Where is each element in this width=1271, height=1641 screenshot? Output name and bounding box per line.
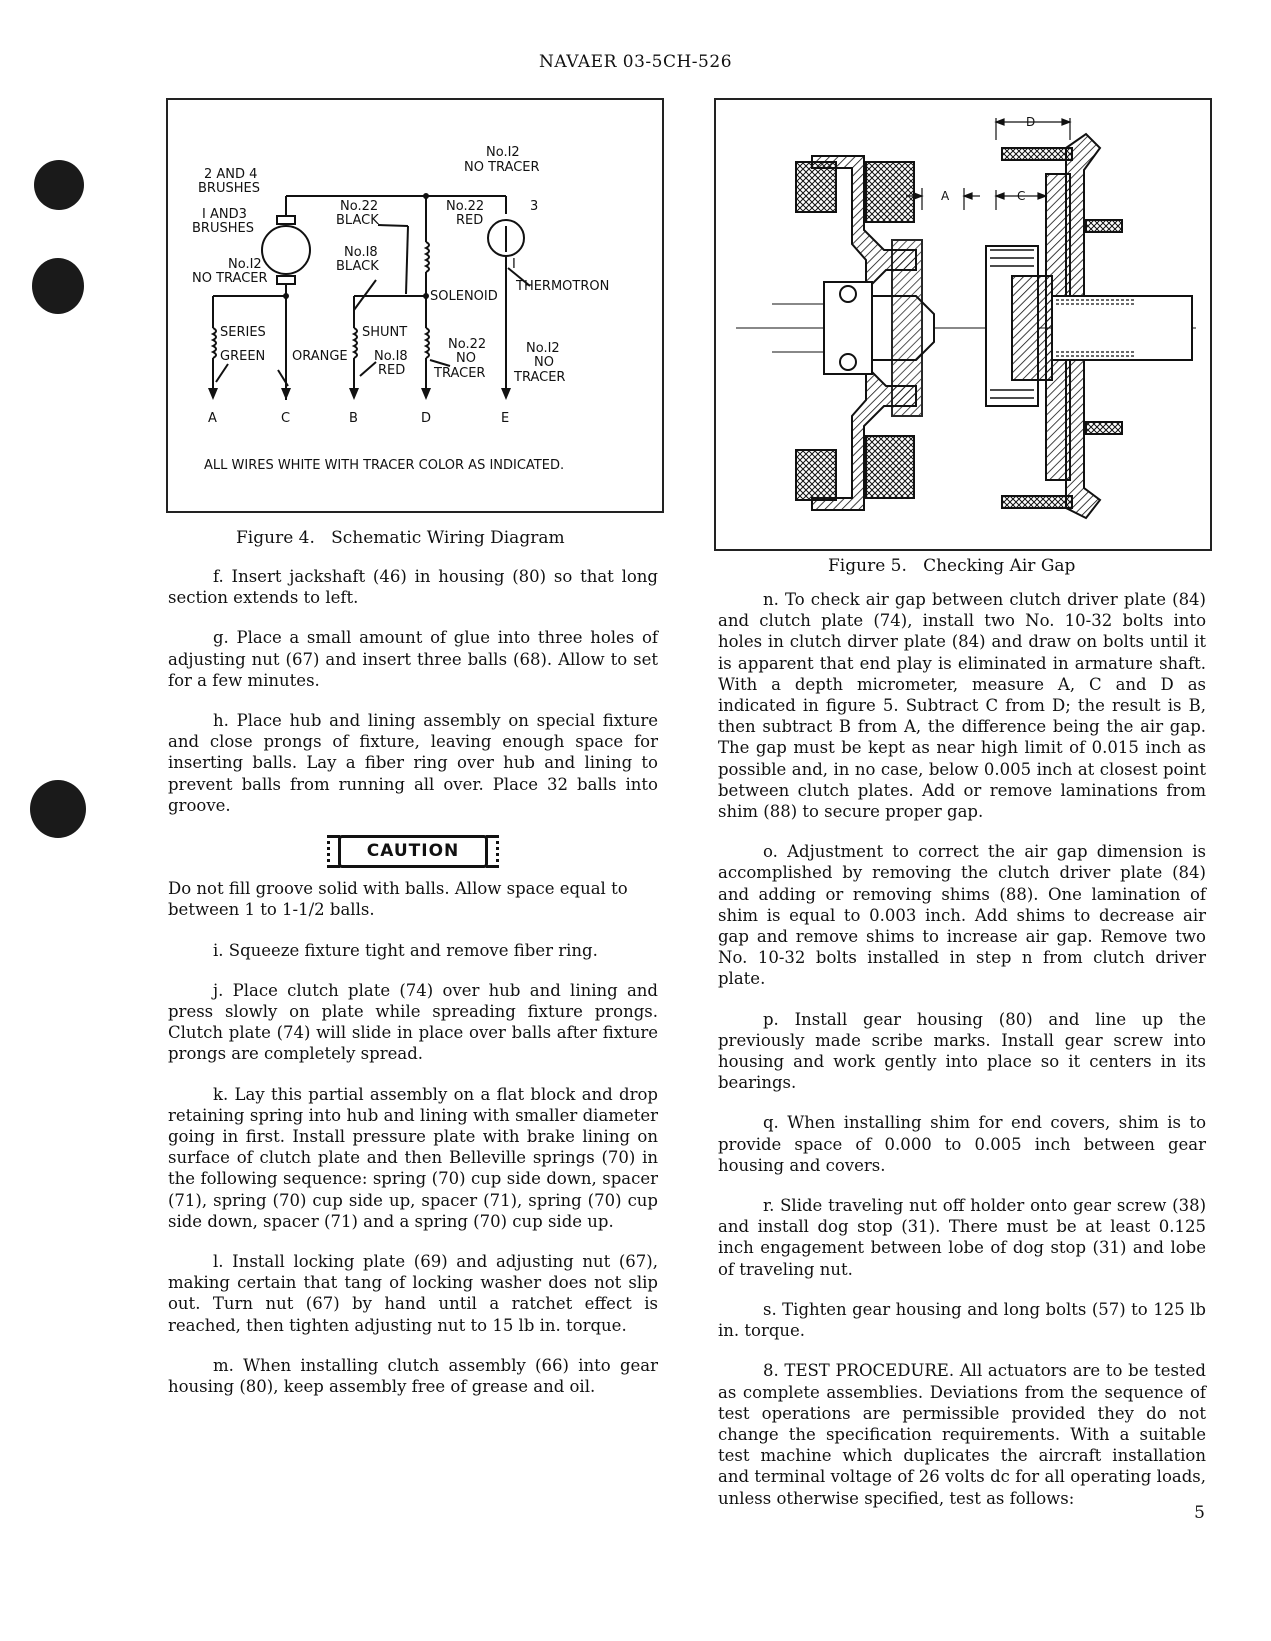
document-header: NAVAER 03-5CH-526	[538, 52, 733, 72]
label-no18-red-l2: RED	[378, 363, 406, 378]
terminal-a: A	[208, 411, 217, 426]
label-no12-motor-l2: NO TRACER	[192, 271, 268, 286]
step-k: k. Lay this partial assembly on a flat block and drop retaining spring into hub and lining with smaller diameter going in first. Install pressure plate with brake lining on surface of clutch plate and then Belleville springs (70) in the following sequence: spring (70) cup side down, spacer (71), spring (70) cup side up, spacer (71), spring (70) cup side down, spacer (71) and a spring (70) cup side up.	[168, 1084, 658, 1231]
figure-4-caption: Figure 4. Schematic Wiring Diagram	[236, 528, 565, 548]
label-no22-nt-l3: TRACER	[434, 366, 486, 381]
test-procedure: 8. TEST PROCEDURE. All actuators are to be tested as complete assemblies. Deviations from the sequence of test operations are permissible provided they do not change the specification requirements. With a suitable test machine which duplicates the aircraft installation and terminal voltage of 26 volts dc for all operating loads, unless otherwise specified, test as follows:	[718, 1361, 1206, 1508]
label-brushes-13-l2: BRUSHES	[192, 221, 254, 236]
caution-label: CAUTION	[338, 835, 489, 868]
step-p: p. Install gear housing (80) and line up the previously made scribe marks. Install gear screw into housing and work gently into place so it centers in its bearings.	[718, 1009, 1206, 1093]
label-no22-nt-l2: NO	[456, 351, 476, 366]
step-j: j. Place clutch plate (74) over hub and lining and press slowly on plate while spreading fixture prongs. Clutch plate (74) will slide in place over balls after fixture prongs are completely spread.	[168, 980, 658, 1064]
label-brushes-24-l2: BRUSHES	[198, 181, 260, 196]
left-column	[168, 566, 658, 1416]
label-thermotron: THERMOTRON	[516, 279, 610, 294]
step-h: h. Place hub and lining assembly on special fixture and close prongs of fixture, leaving enough space for inserting balls. Lay a fiber ring over hub and lining to prevent balls from running all over. Place 32 balls into groove.	[168, 711, 658, 815]
step-m: m. When installing clutch assembly (66) into gear housing (80), keep assembly free of grease and oil.	[168, 1355, 658, 1397]
terminal-e: E	[501, 411, 510, 426]
label-thermo-3: 3	[530, 199, 539, 214]
air-gap-svg	[716, 100, 1210, 549]
label-no22-black-l2: BLACK	[336, 213, 379, 228]
label-no18-red-l1: No.I8	[374, 349, 408, 364]
dim-label-c: C	[1017, 189, 1026, 203]
caution-text: Do not fill groove solid with balls. Allow space equal to between 1 to 1-1/2 balls.	[168, 879, 628, 920]
label-brushes-24-l1: 2 AND 4	[204, 167, 258, 182]
label-shunt: SHUNT	[362, 325, 408, 340]
label-no22-black-l1: No.22	[340, 199, 379, 214]
label-no22-red-l2: RED	[456, 213, 484, 228]
figure-5-caption: Figure 5. Checking Air Gap	[828, 556, 1076, 576]
wiring-note: ALL WIRES WHITE WITH TRACER COLOR AS INDICATED.	[204, 458, 565, 473]
step-f: f. Insert jackshaft (46) in housing (80) so that long section extends to left.	[168, 567, 658, 608]
label-brushes-13-l1: I AND3	[202, 207, 247, 222]
wiring-diagram-svg	[168, 100, 662, 511]
label-no12-motor-l1: No.I2	[228, 257, 262, 272]
label-no12-right-l2: NO	[534, 355, 554, 370]
label-no18-black-l2: BLACK	[336, 259, 379, 274]
label-no22-red-l1: No.22	[446, 199, 485, 214]
label-solenoid: SOLENOID	[430, 289, 498, 304]
step-l: l. Install locking plate (69) and adjusting nut (67), making certain that tang of locking washer does not slip out. Turn nut (67) by hand until a ratchet effect is reached, then tighten adjusting nut to 15 lb in. torque.	[168, 1252, 658, 1335]
page-number: 5	[1194, 1503, 1205, 1523]
terminal-c: C	[281, 411, 291, 426]
step-g: g. Place a small amount of glue into three holes of adjusting nut (67) and insert three balls (68). Allow to set for a few minutes.	[168, 628, 658, 690]
step-i: i. Squeeze fixture tight and remove fiber ring.	[213, 940, 598, 960]
dim-label-d: D	[1026, 115, 1036, 129]
step-n: n. To check air gap between clutch driver plate (84) and clutch plate (74), install two No. 10-32 bolts into holes in clutch dirver plate (84) and draw on bolts until it is apparent that end play is eliminated in armature shaft. With a depth micrometer, measure A, C and D as indicated in figure 5. Subtract C from D; the result is B, then subtract B from A, the difference being the air gap. The gap must be kept as near high limit of 0.015 inch as possible and, in no case, below 0.005 inch at closest point between clutch plates. Add or remove laminations from shim (88) to secure proper gap.	[718, 590, 1206, 822]
binder-hole	[30, 780, 86, 838]
terminal-d: D	[421, 411, 432, 426]
label-no12-top-l1: No.I2	[486, 145, 520, 160]
label-no18-black-l1: No.I8	[344, 245, 378, 260]
binder-hole	[32, 258, 84, 314]
step-q: q. When installing shim for end covers, shim is to provide space of 0.000 to 0.005 inch between gear housing and covers.	[718, 1113, 1206, 1175]
label-no22-nt-l1: No.22	[448, 337, 487, 352]
label-no12-right-l1: No.I2	[526, 341, 560, 356]
caution-banner	[168, 835, 658, 868]
binder-hole	[34, 160, 84, 210]
label-green: GREEN	[220, 349, 266, 364]
step-r: r. Slide traveling nut off holder onto gear screw (38) and install dog stop (31). There must be at least 0.125 inch engagement between lobe of dog stop (31) and lobe of traveling nut.	[718, 1196, 1206, 1279]
label-thermo-1: I	[512, 257, 516, 272]
dim-label-a: A	[941, 189, 950, 203]
right-column	[718, 589, 1206, 1528]
label-series: SERIES	[220, 325, 266, 340]
step-s: s. Tighten gear housing and long bolts (57) to 125 lb in. torque.	[718, 1299, 1206, 1341]
terminal-b: B	[349, 411, 358, 426]
label-no12-top-l2: NO TRACER	[464, 160, 540, 175]
step-o: o. Adjustment to correct the air gap dimension is accomplished by removing the clutch driver plate (84) and adding or removing shims (88). One lamination of shim is equal to 0.003 inch. Add shims to decrease air gap and remove shims to increase air gap. Remove two No. 10-32 bolts installed in step n from clutch driver plate.	[718, 842, 1206, 989]
label-orange: ORANGE	[292, 349, 348, 364]
figure-4-wiring-diagram	[166, 98, 664, 513]
figure-5-air-gap-drawing	[714, 98, 1212, 551]
label-no12-right-l3: TRACER	[514, 370, 566, 385]
